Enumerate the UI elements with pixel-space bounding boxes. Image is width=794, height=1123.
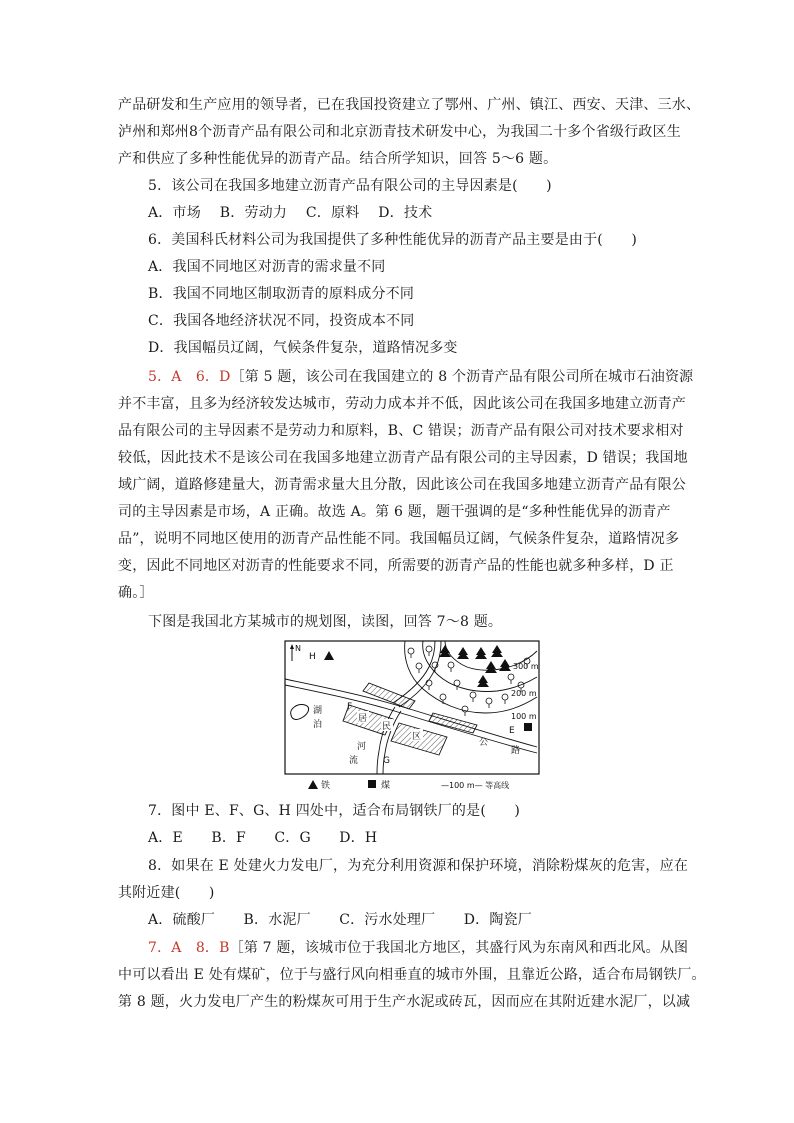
- question-6-option-a: A．我国不同地区对沥青的需求量不同: [148, 259, 386, 275]
- answer-5-6-line-3: 品有限公司的主导因素不是劳动力和原料，B、C 错误；沥青产品有限公司对技术要求相对: [118, 423, 684, 439]
- label-G: G: [383, 756, 390, 766]
- coal-mine-icon: [524, 723, 532, 731]
- legend-coal-label: 煤: [381, 781, 391, 790]
- legend-iron-icon: [308, 780, 318, 789]
- label-E: E: [509, 726, 515, 736]
- river-label-2: 流: [349, 756, 359, 766]
- intro-line-3: 产和供应了多种性能优异的沥青产品。结合所学知识，回答 5～6 题。: [118, 151, 558, 167]
- intro-7-8: 下图是我国北方某城市的规划图，读图，回答 7～8 题。: [148, 614, 503, 630]
- residential-label-2: 民: [382, 722, 392, 732]
- question-5-stem: 5．该公司在我国多地建立沥青产品有限公司的主导因素是( ): [148, 178, 552, 194]
- question-6-option-b: B．我国不同地区制取沥青的原料成分不同: [148, 286, 415, 302]
- question-7-stem: 7．图中 E、F、G、H 四处中，适合布局钢铁厂的是( ): [148, 803, 521, 819]
- answer-5-6-line-7: 品”，说明不同地区使用的沥青产品性能不同。我国幅员辽阔，气候条件复杂，道路情况多: [118, 531, 680, 547]
- lake-label-2: 泊: [313, 720, 323, 730]
- answer-5-6-line-9: 确。］: [118, 585, 154, 601]
- question-8-stem-2: 其附近建( ): [118, 885, 215, 901]
- answer-7-8-line-2: 中可以看出 E 处有煤矿，位于与盛行风向相垂直的城市外围，且靠近公路，适合布局钢铁厂。: [118, 967, 706, 983]
- residential-label-1: 居: [358, 714, 368, 724]
- answer-7-8-text-1: ［第 7 题，该城市位于我国北方地区，其盛行风为东南风和西北风。从图: [229, 940, 689, 956]
- answer-5-6-line-6: 司的主导因素是市场，A 正确。故选 A。第 6 题，题干强调的是“多种性能优异的沥青产: [118, 504, 671, 520]
- road-label-2: 路: [511, 746, 521, 756]
- question-8-stem-1: 8．如果在 E 处建火力发电厂，为充分利用资源和保护环境，消除粉煤灰的危害，应在: [148, 858, 689, 874]
- answer-7-8-label: 7．A 8．B: [148, 940, 230, 956]
- answer-7-8-line-3: 第 8 题，火力发电厂产生的粉煤灰可用于生产水泥或砖瓦，因而应在其附近建水泥厂，以减: [118, 994, 691, 1010]
- answer-5-6-text-1: ［第 5 题，该公司在我国建立的 8 个沥青产品有限公司所在城市石油资源: [230, 369, 694, 385]
- intro-line-2: 泸州和郑州8个沥青产品有限公司和北京沥青技术研发中心，为我国二十多个省级行政区生: [118, 124, 681, 140]
- lake-label-1: 湖: [313, 706, 323, 716]
- question-6-option-c: C．我国各地经济状况不同，投资成本不同: [148, 313, 415, 329]
- answer-5-6-line-8: 变，因此不同地区对沥青的性能要求不同，所需要的沥青产品的性能也就多种多样，D 正: [118, 558, 674, 574]
- question-7-options: A．E B．F C．G D．H: [148, 830, 378, 846]
- question-5-options: A．市场 B．劳动力 C．原料 D．技术: [148, 205, 433, 221]
- legend-coal-icon: [368, 780, 376, 788]
- question-8-options: A．硫酸厂 B．水泥厂 C．污水处理厂 D．陶瓷厂: [148, 912, 532, 928]
- intro-line-1: 产品研发和生产应用的领导者，已在我国投资建立了鄂州、广州、镇江、西安、天津、三水、: [118, 97, 701, 113]
- answer-5-6-line-4: 较低，因此技术不是该公司在我国多地建立沥青产品有限公司的主导因素，D 错误；我国地: [118, 450, 688, 466]
- answer-5-6-line-5: 域广阔，道路修建量大，沥青需求量大且分散，因此该公司在我国多地建立沥青产品有限公: [118, 477, 686, 493]
- answer-5-6-line-1: [148, 368, 693, 386]
- label-H: H: [309, 652, 316, 662]
- road-label-1: 公: [479, 738, 489, 748]
- contour-label-100: 100 m: [511, 712, 537, 721]
- answer-5-6-label: 5．A 6．D: [148, 369, 231, 385]
- question-6-stem: 6．美国科氏材料公司为我国提供了多种性能优异的沥青产品主要是由于( ): [148, 232, 638, 248]
- legend-iron-label: 铁: [321, 781, 331, 790]
- north-label: N: [295, 644, 301, 653]
- contour-label-300: 300 m: [513, 662, 539, 671]
- map-frame: [285, 641, 539, 774]
- residential-label-3: 区: [412, 732, 422, 742]
- answer-7-8-line-1: [148, 939, 688, 957]
- legend-contour-label: —100 m— 等高线: [441, 781, 510, 790]
- answer-5-6-line-2: 并不丰富，且多为经济较发达城市，劳动力成本并不低，因此该公司在我国多地建立沥青产: [118, 396, 686, 412]
- label-F: F: [347, 702, 353, 712]
- city-planning-map: [283, 639, 541, 790]
- river-label-1: 河: [357, 742, 367, 752]
- question-6-option-d: D．我国幅员辽阔，气候条件复杂，道路情况多变: [148, 340, 458, 356]
- contour-label-200: 200 m: [511, 689, 537, 698]
